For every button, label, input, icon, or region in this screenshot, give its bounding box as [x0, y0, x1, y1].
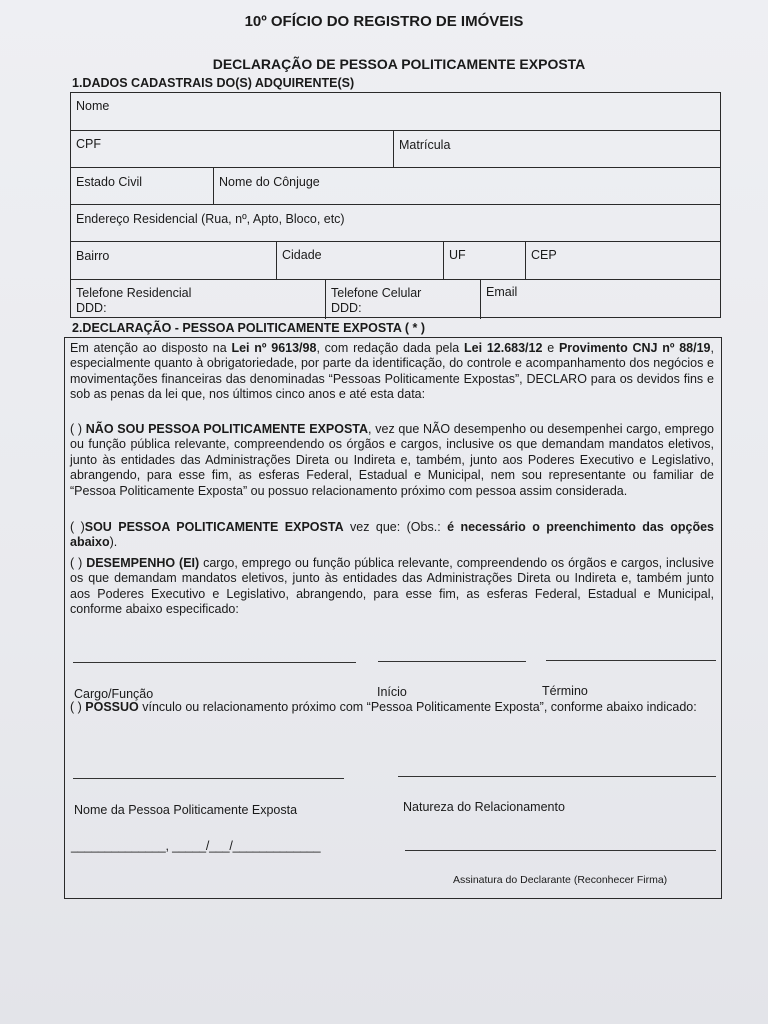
label-bairro: Bairro: [76, 249, 110, 263]
option-sou-paragraph: [70, 520, 714, 551]
intro-text-1: Em atenção ao disposto na: [70, 341, 232, 355]
label-cargo-funcao: Cargo/Função: [74, 687, 154, 701]
label-cpf: CPF: [76, 137, 101, 151]
document-title: DECLARAÇÃO DE PESSOA POLITICAMENTE EXPOSTA: [212, 56, 586, 72]
field-bairro[interactable]: [71, 242, 277, 279]
date-place-field[interactable]: ______________, _____/___/_____________: [71, 839, 321, 853]
option-nao-sou-label: NÃO SOU PESSOA POLITICAMENTE EXPOSTA: [82, 422, 369, 436]
option-possuo-text: vínculo ou relacionamento próximo com “Pessoa Politicamente Exposta”, conforme abaixo indicado:: [138, 700, 697, 714]
intro-paragraph: [70, 341, 714, 403]
field-nome-conjuge[interactable]: [214, 168, 722, 204]
row-endereco: [71, 205, 720, 242]
inicio-line[interactable]: [378, 661, 526, 662]
signature-line[interactable]: [405, 850, 716, 851]
label-nome: Nome: [76, 99, 110, 113]
label-termino: Término: [542, 684, 588, 698]
option-sou-note: é necessário o preenchimento das opções abaixo: [70, 520, 714, 550]
option-sou-text-2: ).: [109, 535, 118, 550]
option-sou-text-1: vez que: (Obs.:: [343, 520, 448, 534]
termino-line[interactable]: [546, 660, 716, 661]
label-matricula: Matrícula: [399, 138, 451, 152]
nome-ppe-line[interactable]: [73, 778, 344, 779]
label-telefone-celular-ddd: DDD:: [331, 301, 362, 315]
label-nome-ppe: Nome da Pessoa Politicamente Exposta: [74, 803, 298, 817]
field-endereco[interactable]: [71, 205, 720, 241]
natureza-line[interactable]: [398, 776, 716, 777]
field-cpf[interactable]: [71, 131, 394, 167]
row-bairro: [71, 242, 720, 280]
label-inicio: Início: [377, 685, 407, 699]
option-desempenho-checkbox[interactable]: ( ): [70, 556, 83, 570]
registration-form-table: [70, 92, 721, 318]
law-9613: Lei nº 9613/98: [231, 341, 317, 355]
label-cidade: Cidade: [282, 248, 322, 262]
label-telefone-celular: Telefone Celular: [331, 286, 422, 300]
label-telefone-residencial: Telefone Residencial: [76, 286, 192, 300]
row-estado-civil: [71, 168, 720, 205]
label-estado-civil: Estado Civil: [76, 175, 142, 189]
intro-text-2: , com redação dada pela: [316, 341, 464, 355]
row-nome: [71, 93, 720, 131]
intro-text-3: e: [542, 341, 559, 355]
cargo-line[interactable]: [73, 662, 356, 663]
field-cep[interactable]: [526, 242, 722, 279]
law-12683: Lei 12.683/12: [463, 341, 543, 355]
option-possuo-label: POSSUO: [81, 700, 139, 714]
label-natureza: Natureza do Relacionamento: [403, 800, 565, 814]
field-telefone-celular[interactable]: [326, 280, 481, 319]
section2-heading: 2.DECLARAÇÃO - PESSOA POLITICAMENTE EXPOSTA ( * ): [72, 321, 426, 335]
label-cep: CEP: [531, 248, 557, 262]
field-telefone-residencial[interactable]: [71, 280, 326, 319]
label-uf: UF: [449, 248, 466, 262]
field-cidade[interactable]: [277, 242, 444, 279]
option-desempenho-label: DESEMPENHO (EI): [82, 556, 200, 570]
intro-text-4: , especialmente quanto à obrigatoriedade, por parte da identificação, do controle e acompanhamento dos negócios e movimentações financeiras das denominadas “Pessoas Politicamente Expostas”, DECLARO para os devidos fins e sob as penas da lei que, nos últimos cinco anos e até esta data:: [70, 341, 714, 402]
option-nao-sou-text: , vez que NÃO desempenho ou desempenhei cargo, emprego ou função pública relevante, compreendendo os órgãos e cargos, inclusive os que demandam mandatos eletivos, junto às entidades das Administrações Direta ou Indireta e, também, junto aos Poderes Executivo e Legislativo, abrangendo, para esse fim, as esferas Federal, Estadual e Municipal, nem sou representante ou familiar de “Pessoa Politicamente Exposta” ou possuo relacionamento próximo com pessoa assim considerada.: [70, 422, 714, 498]
option-nao-sou-paragraph: [70, 422, 714, 499]
row-telefones: [71, 280, 720, 319]
provimento-cnj: Provimento CNJ nº 88/19: [558, 341, 711, 355]
field-estado-civil[interactable]: [71, 168, 214, 204]
option-sou-checkbox[interactable]: ( ): [70, 520, 85, 534]
option-desempenho-text: cargo, emprego ou função pública relevante, compreendendo os órgãos e cargos, inclusive os que demandam mandatos eletivos, junto às entidades das Administrações Direta ou Indireta e, também junto aos Poderes Executivo e Legislativo, abrangendo, para esse fim, as esferas Federal, Estadual e Municipal, conforme abaixo especificado:: [70, 556, 714, 617]
row-cpf: [71, 131, 720, 168]
label-nome-conjuge: Nome do Cônjuge: [219, 175, 320, 189]
declaration-box: [64, 337, 722, 899]
field-matricula[interactable]: [394, 131, 722, 167]
option-desempenho-paragraph: [70, 556, 714, 618]
office-title: 10º OFÍCIO DO REGISTRO DE IMÓVEIS: [244, 13, 524, 30]
option-possuo-paragraph: [70, 700, 714, 715]
signature-label: Assinatura do Declarante (Reconhecer Firma): [453, 874, 668, 886]
section1-heading: 1.DADOS CADASTRAIS DO(S) ADQUIRENTE(S): [72, 76, 355, 90]
label-endereco: Endereço Residencial (Rua, nº, Apto, Bloco, etc): [76, 212, 345, 226]
option-possuo-checkbox[interactable]: ( ): [70, 700, 82, 714]
field-nome[interactable]: [71, 93, 720, 130]
label-telefone-residencial-ddd: DDD:: [76, 301, 107, 315]
label-email: Email: [486, 285, 518, 299]
field-email[interactable]: [481, 280, 722, 319]
option-nao-sou-checkbox[interactable]: ( ): [70, 422, 83, 436]
option-sou-label: SOU PESSOA POLITICAMENTE EXPOSTA: [84, 520, 344, 534]
field-uf[interactable]: [444, 242, 526, 279]
